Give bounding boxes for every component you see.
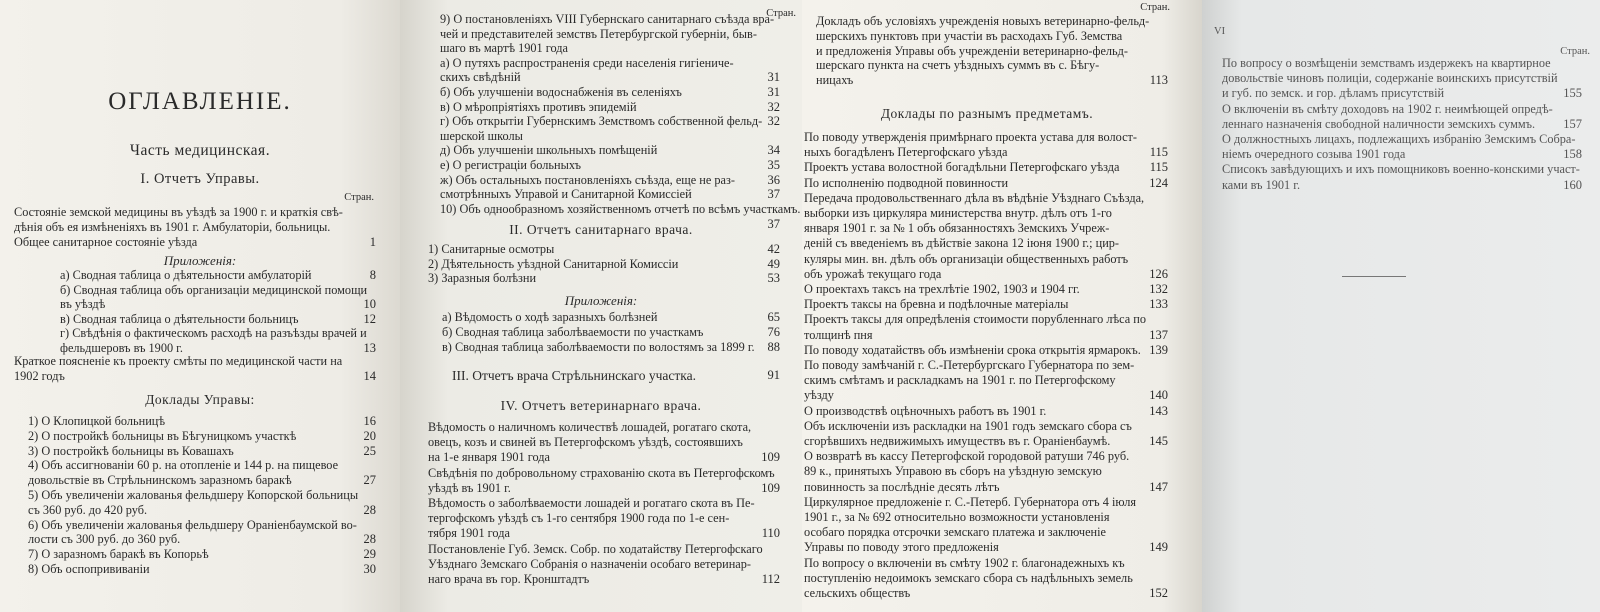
toc-entry-text: Проектъ таксы для опредѣленія стоимости порубленнаго лѣса по (804, 312, 1147, 327)
toc-entry-text: шерской школы (440, 128, 523, 143)
toc-entry-text: ж) Объ остальныхъ постановленіяхъ съѣзда, еще не раз- (440, 172, 735, 187)
toc-entry (804, 464, 1168, 479)
toc-entry-text: Передача продовольственнаго дѣла въ вѣдѣніе Уѣзднаго Съѣзда, (804, 190, 1145, 205)
toc-entry-text: особаго порядка отсрочки земскаго платежа и заключеніе (804, 525, 1106, 540)
toc-entry-text: б) Объ улучшеніи водоснабженія въ селеніяхъ (440, 85, 682, 99)
toc-entry-text: О возвратѣ въ кассу Петергофской городовой ратуши 746 руб. (804, 449, 1130, 464)
toc-entry-page: 76 (767, 325, 780, 339)
toc-entry (816, 73, 1168, 88)
toc-entry-text: в) Сводная таблица о дѣятельности больницъ (60, 311, 299, 326)
toc-entry-text: 1) Санитарные осмотры (428, 242, 555, 256)
toc-entry (428, 242, 780, 257)
toc-entry-text: в) О мѣропріятіяхъ противъ эпидемій (440, 99, 637, 114)
toc-entry-page: 27 (363, 473, 376, 488)
toc-entry-text: въ уѣздѣ (60, 297, 106, 311)
toc-entry-text: фельдшеровъ въ 1900 г. (60, 340, 183, 355)
toc-title: ОГЛАВЛЕНІЕ. (108, 88, 292, 115)
toc-entry (804, 130, 1168, 145)
toc-entry (1222, 102, 1582, 117)
toc-entry-text: лости съ 300 руб. до 360 руб. (28, 532, 181, 547)
toc-entry (440, 85, 780, 100)
toc-entry-text: б) Сводная таблица объ организаціи медицинской помощи (60, 282, 368, 297)
toc-entry-text: выборки изъ циркуляра министерства внутр. дѣлъ отъ 1-го (804, 206, 1112, 220)
toc-entry-text: О производствѣ оцѣночныхъ работъ въ 1901 г. (804, 403, 1047, 418)
toc-entry (1222, 178, 1582, 193)
page-column-header: Стран. (1560, 46, 1590, 57)
toc-entry-text: 9) О постановленіяхъ VIII Губернскаго санитарнаго съѣзда вра- (440, 12, 775, 26)
toc-entry-text: О должностныхъ лицахъ, подлежащихъ избранію Земскимъ Собра- (1222, 132, 1576, 146)
toc-entry (804, 480, 1168, 495)
toc-entry (804, 404, 1168, 419)
toc-entry (816, 14, 1168, 29)
toc-entry-text: января 1901 г. за № 1 объ обязанностяхъ Земскихъ Учреж- (804, 221, 1110, 236)
toc-entry (804, 282, 1168, 297)
toc-entry-text: ницахъ (816, 73, 854, 88)
toc-entry (60, 268, 376, 283)
toc-entry-text: леннаго назначенія свободной наличности земскихъ суммъ. (1222, 116, 1536, 131)
toc-entry-text: 89 к., принятыхъ Управою въ сборъ на уѣздную земскую (804, 464, 1102, 479)
toc-entry-page: 152 (1149, 586, 1168, 600)
appendix-heading: Приложенія: (564, 293, 638, 308)
roman-page-number: VI (1214, 26, 1226, 37)
toc-entry-text: 2) Дѣятельность уѣздной Санитарной Комиссіи (428, 256, 679, 271)
toc-entry-page: 12 (363, 311, 376, 326)
toc-entry-page: 149 (1149, 540, 1168, 555)
toc-entry-text: Списокъ завѣдующихъ и ихъ помощниковъ военно-конскими участ- (1222, 162, 1580, 177)
toc-entry-page: 140 (1149, 388, 1168, 403)
toc-entry-text: и губ. по земск. и гор. дѣламъ присутствій (1222, 86, 1445, 101)
toc-entry (816, 44, 1168, 59)
toc-entry (28, 547, 376, 562)
toc-entry-page: 110 (761, 526, 780, 541)
toc-entry (804, 495, 1168, 510)
toc-entry-text: на 1-е января 1901 года (428, 450, 551, 465)
toc-entry (428, 572, 780, 587)
toc-entry (804, 236, 1168, 251)
toc-entry (60, 283, 376, 298)
toc-entry (804, 449, 1168, 464)
toc-entry-page: 30 (363, 562, 376, 576)
toc-entry-page: 42 (767, 242, 780, 256)
toc-entry-text: довольствіе въ Стрѣльнинскомъ заразномъ баракѣ (28, 473, 292, 488)
toc-entry-page: 34 (767, 143, 780, 158)
toc-entry (428, 496, 780, 511)
toc-entry-text: куляры мин. вн. дѣлъ объ организаціи общественныхъ работъ (804, 251, 1129, 266)
page-column-header: Стран. (344, 192, 374, 203)
toc-entry (804, 145, 1168, 160)
toc-entry (28, 414, 376, 429)
toc-entry-text: смотрѣнныхъ Управой и Санитарной Комиссіей (440, 187, 692, 202)
toc-entry (440, 158, 780, 173)
toc-entry (428, 450, 780, 465)
toc-entry-text: Проектъ устава волостной богадѣльни Петергофскаго уѣзда (804, 160, 1120, 175)
toc-entry-page: 32 (767, 114, 780, 129)
toc-entry-text: 2) О постройкѣ больницы въ Бѣгуницкомъ участкѣ (28, 428, 297, 443)
toc-entry (440, 187, 780, 202)
page-column-header: Стран. (1140, 2, 1170, 13)
toc-entry-text: в) Сводная таблица заболѣваемости по волостямъ за 1899 г. (442, 340, 755, 354)
toc-entry (28, 562, 376, 577)
toc-entry-page: 115 (1149, 145, 1168, 160)
toc-entry-text: повинность за послѣдніе десять лѣтъ (804, 479, 1000, 494)
toc-entry-page: 113 (1149, 73, 1168, 88)
toc-entry-page: 25 (363, 443, 376, 458)
toc-entry (28, 458, 376, 473)
toc-entry-page: 13 (363, 340, 376, 355)
toc-entry (804, 206, 1168, 221)
toc-entry-page: 157 (1563, 116, 1582, 131)
toc-entry (14, 205, 376, 220)
toc-entry-text: 4) Объ ассигнованіи 60 р. на отопленіе и 144 р. на пищевое (28, 458, 339, 473)
toc-entry-page: 126 (1149, 266, 1168, 281)
toc-entry-text: По поводу замѣчаній г. С.-Петербургскаго Губернатора по зем- (804, 358, 1135, 372)
toc-entry-page: 155 (1563, 86, 1582, 101)
toc-entry (816, 58, 1168, 73)
toc-entry (28, 488, 376, 503)
toc-entry-text: Свѣдѣнія по добровольному страхованію скота въ Петергофскомъ (428, 465, 775, 480)
toc-entry-text: ніемъ очередного созыва 1901 года (1222, 147, 1406, 162)
toc-entry-page: 132 (1149, 282, 1168, 296)
toc-entry-text: толщинѣ пня (804, 327, 873, 342)
toc-entry (804, 373, 1168, 388)
toc-entry-text: Вѣдомость о заболѣваемости лошадей и рогатаго скота въ Пе- (428, 496, 755, 510)
toc-entry-text: сгорѣвшихъ недвижимыхъ имуществъ въ г. Ораніенбаумѣ. (804, 434, 1111, 448)
toc-entry-page: 49 (767, 256, 780, 271)
toc-entry-text: скихъ свѣдѣній (440, 70, 521, 85)
toc-entry-text: шаго въ мартѣ 1901 года (440, 41, 569, 56)
toc-entry-text: деній съ введеніемъ въ дѣйствіе закона 12 іюня 1900 г.; цир- (804, 236, 1120, 251)
toc-entry-text: д) Объ улучшеніи школьныхъ помѣщеній (440, 143, 658, 158)
toc-entry-page: 65 (767, 310, 780, 324)
toc-entry-text: Управы по поводу этого предложенія (804, 540, 999, 555)
toc-entry-text: дѣнія объ ея измѣненіяхъ въ 1901 г. Амбулаторіи, больницы. (14, 220, 331, 234)
toc-entry-text: Краткое поясненіе къ проекту смѣты по медицинской части на (14, 354, 343, 368)
toc-entry-text: б) Сводная таблица заболѣваемости по участкамъ (442, 325, 704, 339)
toc-entry-text: По поводу ходатайствъ объ измѣненіи срока открытія ярмарокъ. (804, 342, 1141, 357)
toc-entry (440, 173, 780, 188)
toc-entry-page: 31 (767, 70, 780, 85)
toc-entry (804, 221, 1168, 236)
toc-entry-page: 37 (767, 187, 780, 202)
toc-entry (804, 328, 1168, 343)
toc-entry-text: а) Сводная таблица о дѣятельности амбулаторій (60, 268, 312, 282)
toc-page-2 (400, 0, 802, 612)
toc-entry-text: О проектахъ таксъ на трехлѣтіе 1902, 1903 и 1904 гг. (804, 282, 1080, 296)
toc-entry-page: 109 (761, 450, 780, 465)
toc-entry-text: 3) Заразныя болѣзни (428, 271, 537, 285)
toc-entry-text: О включеніи въ смѣту доходовъ на 1902 г. неимѣющей опредѣ- (1222, 101, 1553, 116)
toc-page-4 (1202, 0, 1600, 612)
toc-entry (428, 271, 780, 286)
toc-entry-text: Уѣзднаго Земскаго Собранія о назначеніи особаго ветеринар- (428, 556, 752, 571)
toc-entry-text: наго врача въ гор. Кронштадтъ (428, 572, 590, 586)
toc-entry-page: 35 (767, 158, 780, 172)
toc-entry (440, 41, 780, 56)
toc-entry-text: Постановленіе Губ. Земск. Собр. по ходатайству Петергофскаго (428, 541, 763, 556)
toc-entry (14, 369, 376, 384)
toc-entry (28, 518, 376, 533)
section-heading-3: III. Отчетъ врача Стрѣльнинскаго участка. 91 (452, 368, 780, 383)
toc-entry-text: уѣздѣ въ 1901 г. (428, 480, 511, 495)
toc-entry-text: е) О регистраціи больныхъ (440, 158, 581, 172)
toc-entry-page: 32 (767, 99, 780, 114)
appendix-heading: Приложенія: (163, 253, 237, 268)
toc-entry (440, 70, 780, 85)
toc-entry-text: довольствіе чиновъ полиціи, содержаніе воинскихъ присутствій (1222, 71, 1558, 86)
toc-entry-page: 137 (1149, 327, 1168, 342)
toc-entry (440, 100, 780, 115)
toc-entry (1222, 117, 1582, 132)
toc-entry-text: и предложенія Управы объ учрежденіи ветеринарно-фельд- (816, 43, 1129, 58)
toc-entry (442, 340, 780, 355)
toc-entry-page: 37 (767, 216, 780, 231)
toc-entry-text: г) Объ открытіи Губернскимъ Земствомъ собственной фельд- (440, 114, 763, 129)
toc-entry (28, 473, 376, 488)
toc-entry (804, 160, 1168, 175)
toc-entry (28, 503, 376, 518)
toc-entry (804, 267, 1168, 282)
toc-entry-text: Вѣдомость о наличномъ количествѣ лошадей, рогатаго скота, (428, 420, 752, 434)
toc-entry-page: 53 (767, 271, 780, 285)
toc-entry (804, 419, 1168, 434)
toc-entry-page: 20 (363, 428, 376, 443)
part-heading: Часть медицинская. (129, 142, 271, 159)
toc-entry-text: чей и представителей земствъ Петербургской губерніи, быв- (440, 26, 757, 41)
toc-entry (440, 143, 780, 158)
toc-entry (1222, 147, 1582, 162)
reports-heading: Доклады Управы: (145, 392, 255, 407)
toc-entry (804, 297, 1168, 312)
toc-entry-page: 147 (1149, 479, 1168, 494)
toc-entry-text: По исполненію подводной повинности (804, 175, 1009, 190)
toc-entry (428, 511, 780, 526)
toc-entry-page: 115 (1149, 160, 1168, 175)
toc-entry-text: шерскихъ пунктовъ при участіи въ расходахъ Губ. Земства (816, 28, 1123, 43)
toc-entry-text: тября 1901 года (428, 526, 510, 541)
toc-entry (804, 571, 1168, 586)
toc-entry (60, 326, 376, 341)
toc-entry-page: 145 (1149, 434, 1168, 448)
toc-entry (440, 129, 780, 144)
toc-entry-page: 109 (761, 480, 780, 495)
toc-entry (428, 481, 780, 496)
toc-entry-text: объ урожаѣ текущаго года (804, 266, 942, 281)
toc-entry (14, 354, 376, 369)
page-column-header: Стран. (766, 8, 796, 19)
toc-entry (28, 532, 376, 547)
toc-entry-text: По поводу утвержденія примѣрнаго проекта устава для волост- (804, 130, 1138, 144)
toc-entry-text: сельскихъ обществъ (804, 586, 911, 600)
toc-entry (1222, 56, 1582, 71)
toc-entry-page: 143 (1149, 403, 1168, 418)
toc-page-3 (802, 0, 1202, 612)
toc-entry-text: ками въ 1901 г. (1222, 177, 1301, 192)
toc-entry (1222, 86, 1582, 101)
toc-entry-page: 16 (363, 414, 376, 428)
toc-entry-page: 14 (363, 369, 376, 383)
toc-entry (28, 444, 376, 459)
toc-entry-page: 112 (761, 572, 780, 586)
toc-entry (804, 176, 1168, 191)
section-heading-1: I. Отчетъ Управы. (140, 171, 260, 187)
toc-entry (28, 429, 376, 444)
toc-entry (428, 420, 780, 435)
toc-entry (804, 343, 1168, 358)
toc-entry-text: 10) Объ однообразномъ хозяйственномъ отчетѣ по всѣмъ участкамъ. (440, 201, 801, 216)
toc-entry-text: тергофскомъ уѣздѣ съ 1-го сентября 1900 года по 1-е сен- (428, 511, 730, 526)
toc-entry-page: 88 (767, 340, 780, 354)
toc-entry (440, 12, 780, 27)
toc-entry (442, 325, 780, 340)
toc-entry (60, 312, 376, 327)
toc-entry-text: Состояніе земской медицины въ уѣздѣ за 1900 г. и краткія свѣ- (14, 205, 343, 219)
end-rule (1342, 276, 1406, 277)
toc-entry (804, 540, 1168, 555)
toc-entry (428, 466, 780, 481)
toc-entry (816, 29, 1168, 44)
toc-entry-text: 1902 годъ (14, 369, 65, 383)
toc-entry (14, 235, 376, 250)
toc-entry-page: 29 (363, 547, 376, 562)
toc-entry-page: 28 (363, 532, 376, 547)
toc-entry (1222, 132, 1582, 147)
toc-entry-page: 158 (1563, 147, 1582, 162)
toc-entry-page: 8 (369, 268, 376, 282)
toc-entry-text: поступленію недоимокъ земскаго сбора съ надѣльныхъ земель (804, 570, 1133, 585)
misc-reports-heading: Доклады по разнымъ предметамъ. (880, 106, 1094, 121)
toc-entry-page: 160 (1563, 177, 1582, 192)
toc-entry (804, 434, 1168, 449)
toc-entry (428, 435, 780, 450)
toc-entry-text: ныхъ богадѣленъ Петергофскаго уѣзда (804, 145, 1008, 160)
toc-entry-page: 1 (369, 235, 376, 249)
toc-entry-text: 3) О постройкѣ больницы въ Ковашахъ (28, 443, 234, 458)
toc-entry-text: овецъ, козъ и свиней въ Петергофскомъ уѣздѣ, состоявшихъ (428, 435, 743, 450)
toc-entry (804, 586, 1168, 601)
toc-entry (428, 542, 780, 557)
toc-entry-text: Проектъ таксы на бревна и подѣлочные матеріалы (804, 297, 1069, 312)
toc-entry (440, 56, 780, 71)
toc-entry-page: 139 (1149, 342, 1168, 357)
toc-entry (440, 114, 780, 129)
toc-entry-text: 7) О заразномъ баракѣ въ Копорьѣ (28, 547, 209, 562)
toc-entry-page: 133 (1149, 297, 1168, 312)
toc-entry (440, 27, 780, 42)
toc-entry (442, 310, 780, 325)
toc-entry-text: Объ исключеніи изъ раскладки на 1901 годъ земскаго сбора съ (804, 418, 1132, 433)
section-heading-2: II. Отчетъ санитарнаго врача. (509, 222, 693, 237)
toc-entry-page: 124 (1149, 175, 1168, 190)
toc-entry (804, 525, 1168, 540)
toc-entry (804, 388, 1168, 403)
toc-entry-text: а) О путяхъ распространенія среди населенія гигіениче- (440, 55, 734, 70)
toc-page-1 (0, 0, 400, 612)
toc-entry (428, 526, 780, 541)
toc-entry-text: г) Свѣдѣнія о фактическомъ расходѣ на разъѣзды врачей и (60, 326, 367, 340)
toc-entry (804, 312, 1168, 327)
toc-entry-text: шерскаго пункта на счетъ уѣздныхъ суммъ въ с. Бѣгу- (816, 58, 1100, 73)
toc-entry (428, 557, 780, 572)
toc-entry (60, 297, 376, 312)
toc-entry-text: 5) Объ увеличеніи жалованья фельдшеру Копорской больницы (28, 488, 359, 502)
toc-entry (804, 510, 1168, 525)
toc-entry-text: По вопросу о включеніи въ смѣту 1902 г. благонадежныхъ къ (804, 555, 1125, 570)
toc-entry (1222, 71, 1582, 86)
toc-entry-page: 36 (767, 172, 780, 187)
section-heading-4: IV. Отчетъ ветеринарнаго врача. (500, 398, 702, 413)
toc-entry-text: Докладъ объ условіяхъ учрежденія новыхъ ветеринарно-фельд- (816, 14, 1150, 28)
toc-entry-text: 6) Объ увеличеніи жалованья фельдшеру Ораніенбаумской во- (28, 517, 357, 532)
toc-entry-page: 28 (363, 502, 376, 517)
toc-entry-text: скимъ смѣтамъ и раскладкамъ на 1901 г. по Петергофскому (804, 373, 1116, 388)
toc-entry-page: 31 (767, 85, 780, 99)
toc-entry (804, 556, 1168, 571)
toc-entry-text: 1901 г., за № 692 относительно возможности установленія (804, 510, 1110, 524)
toc-entry-text: Общее санитарное состояніе уѣзда (14, 235, 198, 249)
toc-entry (804, 358, 1168, 373)
toc-entry (14, 220, 376, 235)
toc-entry-text: 1) О Клопицкой больницѣ (28, 414, 166, 428)
toc-entry-page: 10 (363, 297, 376, 311)
toc-entry-text: По вопросу о возмѣщеніи земствамъ издержекъ на квартирное (1222, 56, 1551, 70)
toc-entry (804, 191, 1168, 206)
toc-entry (804, 252, 1168, 267)
toc-entry-text: уѣзду (804, 388, 834, 403)
toc-entry-text: 8) Объ оспопрививаніи (28, 562, 150, 576)
toc-entry (1222, 162, 1582, 177)
toc-entry-text: Циркулярное предложеніе г. С.-Петерб. Губернатора отъ 4 іюля (804, 494, 1137, 509)
toc-entry-text: а) Вѣдомость о ходѣ заразныхъ болѣзней (442, 310, 658, 324)
toc-entry-text: съ 360 руб. до 420 руб. (28, 502, 148, 517)
toc-entry (428, 257, 780, 272)
